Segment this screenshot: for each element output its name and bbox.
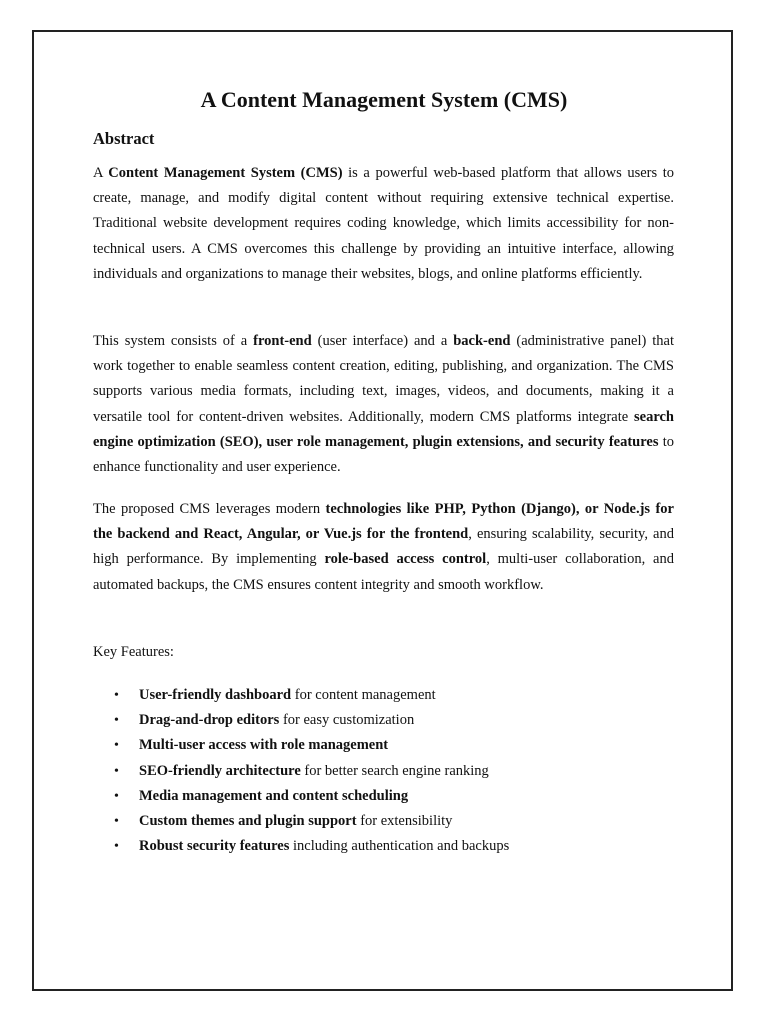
text-run: (user interface) and a	[311, 333, 454, 349]
text-run: A	[93, 165, 109, 181]
feature-name: Media management and content scheduling	[139, 787, 409, 804]
feature-description: for extensibility	[356, 813, 453, 830]
paragraph	[93, 161, 674, 287]
feature-description: for better search engine ranking	[300, 762, 489, 779]
feature-item	[93, 733, 509, 758]
bullet-icon: •	[114, 738, 119, 754]
feature-name: Multi-user access with role management	[139, 737, 389, 754]
bullet-icon: •	[114, 763, 119, 779]
feature-description: for content management	[291, 687, 436, 703]
text-run: , ensuring scalability, security, and high performance. By implementing	[93, 526, 674, 568]
bold-text: role-based access control	[324, 551, 487, 568]
text-run: is a powerful web-based platform that allows users to create, manage, and modify digital content without requiring extensive technical expertise. Traditional website development requires coding knowledge, which limits accessibility for non-technical users. A CMS overcomes this challenge by providing an intuitive interface, allowing individuals and organizations to manage their websites, blogs, and online platforms efficiently.	[93, 165, 675, 282]
key-features-label: Key Features:	[93, 644, 174, 660]
bold-text: technologies like PHP, Python (Django), or Node.js for the backend and React, Angular, or Vue.js for the frontend	[93, 501, 674, 543]
title-prefix: A	[200, 87, 221, 112]
feature-name: Robust security features	[139, 838, 290, 855]
bold-text: front-end	[253, 333, 312, 349]
feature-item	[93, 834, 509, 859]
paragraph	[93, 329, 674, 480]
bold-text: back-end	[453, 333, 511, 349]
feature-item	[93, 809, 509, 834]
feature-item	[93, 683, 509, 708]
feature-item	[93, 784, 509, 809]
bullet-icon: •	[114, 788, 119, 804]
feature-name: User-friendly dashboard	[139, 687, 292, 703]
bullet-icon: •	[114, 713, 119, 729]
bold-text: Content Management System (CMS)	[108, 165, 343, 181]
feature-description: for easy customization	[279, 712, 415, 729]
bullet-icon: •	[114, 688, 119, 703]
feature-list	[93, 683, 509, 859]
feature-item	[93, 759, 509, 784]
feature-description: including authentication and backups	[289, 838, 510, 855]
text-run: to enhance functionality and user experience.	[93, 433, 674, 476]
feature-name: SEO-friendly architecture	[139, 762, 301, 779]
bullet-icon: •	[114, 839, 119, 855]
feature-name: Drag-and-drop editors	[139, 712, 280, 729]
bullet-icon: •	[114, 814, 119, 830]
text-run: This system consists of a	[93, 333, 254, 349]
text-run: , multi-user collaboration, and automated backups, the CMS ensures content integrity and smooth workflow.	[93, 551, 674, 593]
feature-item	[93, 708, 509, 733]
document-title	[0, 87, 768, 113]
text-run: The proposed CMS leverages modern	[93, 501, 326, 517]
abstract-heading: Abstract	[93, 129, 155, 148]
title-main: Content Management System (CMS)	[220, 87, 568, 112]
bold-text: search engine optimization (SEO), user role management, plugin extensions, and security features	[93, 408, 674, 450]
text-run: (administrative panel) that work together to enable seamless content creation, editing, publishing, and organization. The CMS supports various media formats, including text, images, videos, and documents, making it a versatile tool for content-driven websites. Additionally, modern CMS platforms integrate	[93, 333, 674, 425]
paragraph	[93, 497, 674, 598]
feature-name: Custom themes and plugin support	[139, 813, 357, 830]
